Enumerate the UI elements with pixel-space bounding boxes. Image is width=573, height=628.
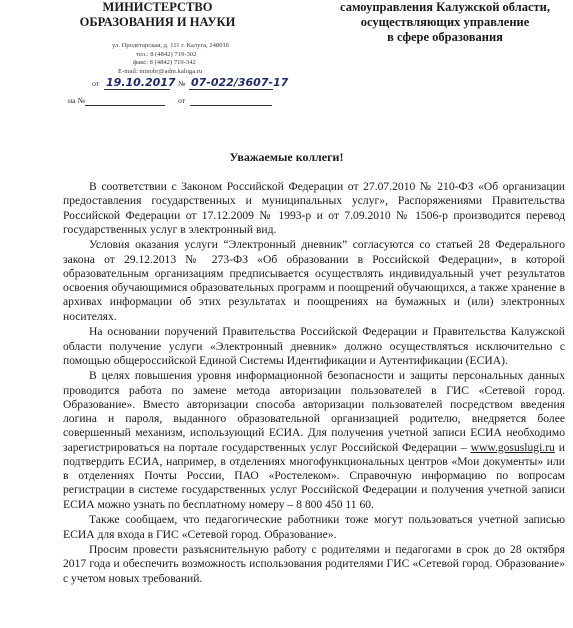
addressee-block — [330, 0, 560, 45]
number-label: № — [178, 79, 186, 88]
ref-number-label: на № — [68, 96, 86, 105]
letter-body — [63, 180, 565, 587]
paragraph-4-text-b: и подтвердить ЕСИА, например, в отделениях многофункциональных центров «Мои документы» или в отделениях Почты России, ПАО «Ростелеком». Справочную информацию по вопросам регистрации в системе государственных услуг Российской Федерации и получения учетной записи ЕСИА можно узнать по бесплатному номеру – 8 800 450 11 60. — [63, 440, 565, 511]
ministry-fax: факс: 8 (4842) 719-342 — [133, 59, 196, 66]
addressee-line1: самоуправления Калужской области, — [340, 0, 550, 14]
addressee-line3: в сфере образования — [387, 30, 503, 44]
salutation: Уважаемые коллеги! — [229, 150, 344, 164]
ministry-title-line2: ОБРАЗОВАНИЯ И НАУКИ — [79, 15, 236, 29]
ministry-address: ул. Пролетарская, д. 111 г. Калуга, 248016 — [112, 42, 230, 49]
paragraph-6: Просим провести разъяснительную работу с родителями и педагогами в срок до 28 октября 2017 года и обеспечить возможность использования родителями ГИС «Сетевой город. Образование» с учетом новых требований. — [63, 543, 565, 585]
paragraph-4 — [63, 369, 565, 512]
date-underline — [104, 89, 170, 90]
ministry-tel: тел.: 8 (4842) 719-302 — [136, 50, 197, 58]
date-label: от — [92, 79, 100, 88]
addressee-line2: осуществляющих управление — [360, 15, 530, 29]
ref-date-label: от — [178, 96, 186, 105]
ministry-title-line1: МИНИСТЕРСТВО — [102, 0, 213, 14]
handwritten-date: 19.10.2017 — [106, 76, 176, 89]
handwritten-number: 07-022/3607-17 — [191, 76, 289, 89]
number-underline — [189, 89, 273, 90]
ministry-email: E-mail: minobr@adm.kaluga.ru — [118, 67, 203, 75]
gosuslugi-link[interactable]: www.gosuslugi.ru — [470, 440, 555, 454]
ref-number-underline — [85, 105, 165, 106]
ref-date-underline — [190, 105, 272, 106]
paragraph-3: На основании поручений Правительства Российской Федерации и Правительства Калужской области получение услуги «Электронный дневник» должно осуществляться исключительно с помощью общероссийской Единой Системы Идентификации и Аутентификации (ЕСИА). — [63, 325, 565, 367]
paragraph-1: В соответствии с Законом Российской Федерации от 27.07.2010 № 210-ФЗ «Об организации предоставления государственных и муниципальных услуг», Распоряжениями Правительства Российской Федерации от 17.12.2009 № 1993-р и от 7.09.2010 № 1506-р производится перевод государственных услуг в электронный вид. — [63, 180, 565, 236]
paragraph-2: Условия оказания услуги “Электронный дневник” согласуются со статьей 28 Федерального закона от 29.12.2013 № 273-ФЗ «Об образовании в Российской Федерации», в которой образовательным организациям предписывается осуществлять индивидуальный учет результатов освоения обучающимися образовательных программ и поощрений обучающихся, а также хранение в архивах информации об этих результатах и поощрениях на бумажных и (или) электронных носителях. — [63, 238, 565, 323]
ministry-header — [70, 0, 245, 30]
paragraph-4-text-a: В целях повышения уровня информационной безопасности и защиты персональных данных проводится работа по замене метода авторизации пользователей в ГИС «Сетевой город. Образование». Вместо авторизации способа авторизации пользователей посредством введения логина и пароля, выданного образовательной организацией родителю, внедряется более совершенный механизм, использующий ЕСИА. Для получения учетной записи ЕСИА необходимо зарегистрироваться на портале государственных услуг Российской Федерации – — [63, 369, 565, 454]
paragraph-5: Также сообщаем, что педагогические работники тоже могут пользоваться учетной записью ЕСИА для входа в ГИС «Сетевой город. Образование». — [63, 513, 565, 541]
